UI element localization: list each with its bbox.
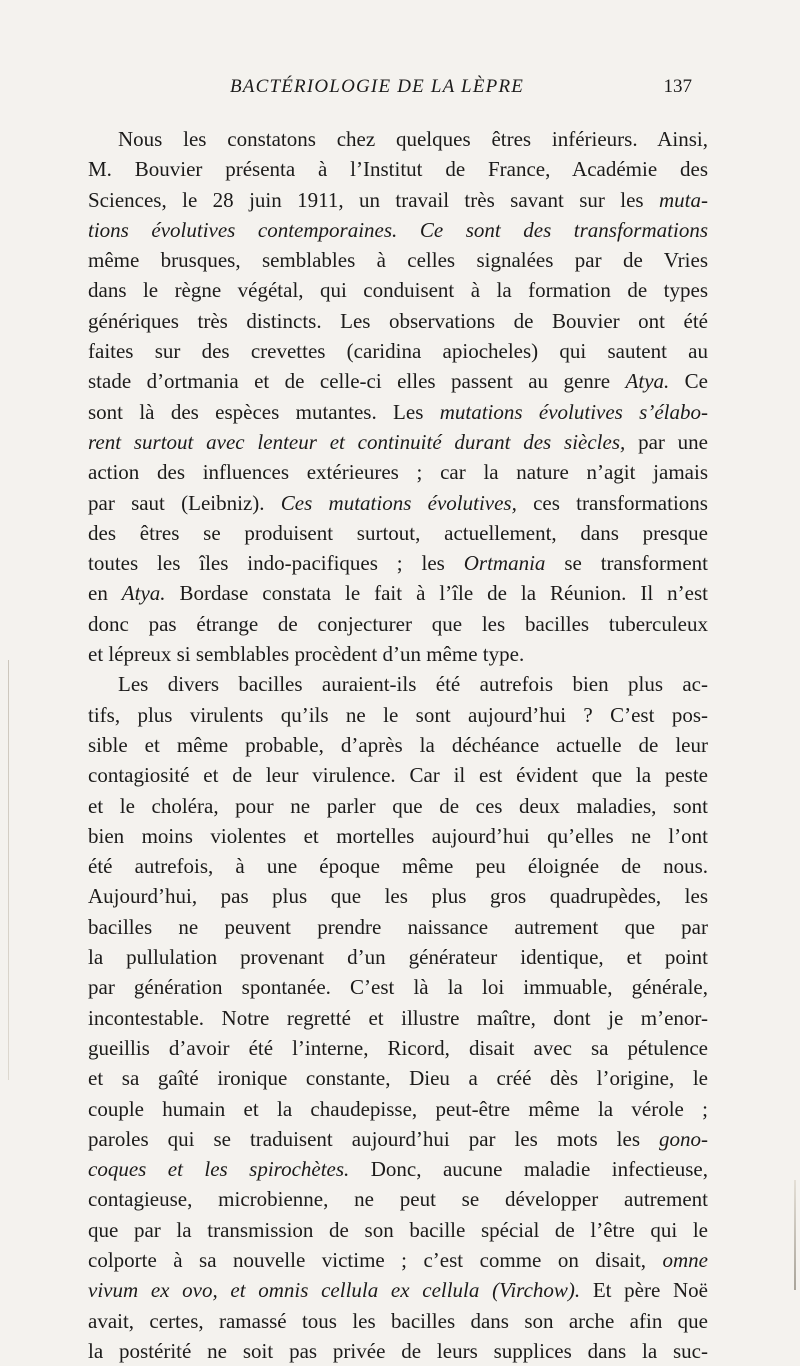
text-line: tions évolutives contemporaines. Ce sont des transformations — [88, 217, 708, 242]
text-line: et sa gaîté ironique constante, Dieu a créé dès l’origine, le — [88, 1066, 708, 1091]
text-line: Nous les constatons chez quelques êtres inférieurs. Ainsi, — [118, 127, 708, 151]
text-line: la postérité ne soit pas privée de leurs supplices dans la suc- — [88, 1338, 708, 1363]
text-line: sible et même probable, d’après la déchéance actuelle de leur — [88, 732, 708, 757]
text-line: couple humain et la chaudepisse, peut-être même la vérole ; — [88, 1096, 708, 1121]
text-line: bacilles ne peuvent prendre naissance autrement que par — [88, 914, 708, 939]
page-header — [230, 72, 692, 102]
text-line: été autrefois, à une époque même peu éloignée de nous. — [88, 854, 708, 879]
text-line: stade d’ortmania et de celle-ci elles passent au genre Atya. Ce — [88, 369, 709, 394]
text-line: contagiosité et de leur virulence. Car il est évident que la peste — [88, 763, 708, 788]
text-line: que par la transmission de son bacille spécial de l’être qui le — [88, 1217, 708, 1242]
text-line: action des influences extérieures ; car la nature n’agit jamais — [88, 460, 708, 485]
text-line: donc pas étrange de conjecturer que les bacilles tuberculeux — [88, 611, 708, 636]
text-line: rent surtout avec lenteur et continuité durant des siècles, par une — [88, 429, 708, 454]
text-line: paroles qui se traduisent aujourd’hui par les mots les gono- — [88, 1126, 708, 1151]
text-line: dans le règne végétal, qui conduisent à la formation de types — [88, 278, 708, 303]
text-line: sont là des espèces mutantes. Les mutations évolutives s’élabo- — [88, 399, 708, 424]
page-edge-shadow — [794, 1180, 796, 1290]
text-line: colporte à sa nouvelle victime ; c’est comme on disait, omne — [88, 1247, 708, 1272]
text-line: par génération spontanée. C’est là la loi immuable, générale, — [88, 975, 708, 1000]
text-line: génériques très distincts. Les observations de Bouvier ont été — [88, 308, 708, 333]
text-line: toutes les îles indo-pacifiques ; les Ortmania se transforment — [88, 551, 708, 576]
text-line: contagieuse, microbienne, ne peut se développer autrement — [88, 1187, 708, 1212]
text-line: des êtres se produisent surtout, actuellement, dans presque — [88, 520, 708, 545]
text-line: incontestable. Notre regretté et illustre maître, dont je m’enor- — [88, 1005, 708, 1030]
text-line: et le choléra, pour ne parler que de ces deux maladies, sont — [88, 793, 708, 818]
text-line: tifs, plus virulents qu’ils ne le sont aujourd’hui ? C’est pos- — [88, 702, 708, 727]
text-line: Les divers bacilles auraient-ils été autrefois bien plus ac- — [118, 672, 708, 697]
text-line: même brusques, semblables à celles signalées par de Vries — [88, 248, 708, 273]
text-line: en Atya. Bordase constata le fait à l’île de la Réunion. Il n’est — [88, 581, 708, 606]
text-line: vivum ex ovo, et omnis cellula ex cellula (Virchow). Et père Noë — [88, 1278, 708, 1303]
running-head: BACTÉRIOLOGIE DE LA LÈPRE — [230, 76, 525, 97]
text-line: coques et les spirochètes. Donc, aucune maladie infectieuse, — [88, 1157, 708, 1182]
page-edge-shadow — [8, 660, 9, 1080]
text-line: bien moins violentes et mortelles aujourd’hui qu’elles ne l’ont — [88, 823, 708, 848]
text-line: Sciences, le 28 juin 1911, un travail très savant sur les muta- — [88, 187, 708, 212]
text-line: avait, certes, ramassé tous les bacilles dans son arche afin que — [88, 1308, 708, 1333]
text-line: Aujourd’hui, pas plus que les plus gros quadrupèdes, les — [88, 884, 708, 909]
body-text — [88, 124, 708, 1366]
text-line: et lépreux si semblables procèdent d’un même type. — [88, 642, 525, 667]
text-line: faites sur des crevettes (caridina apiocheles) qui sautent au — [88, 339, 708, 364]
text-line: par saut (Leibniz). Ces mutations évolutives, ces transformations — [88, 490, 708, 515]
page-number: 137 — [663, 76, 692, 97]
text-line: la pullulation provenant d’un générateur identique, et point — [88, 945, 708, 970]
text-line: M. Bouvier présenta à l’Institut de France, Académie des — [88, 157, 708, 182]
text-line: gueillis d’avoir été l’interne, Ricord, disait avec sa pétulence — [88, 1035, 708, 1060]
